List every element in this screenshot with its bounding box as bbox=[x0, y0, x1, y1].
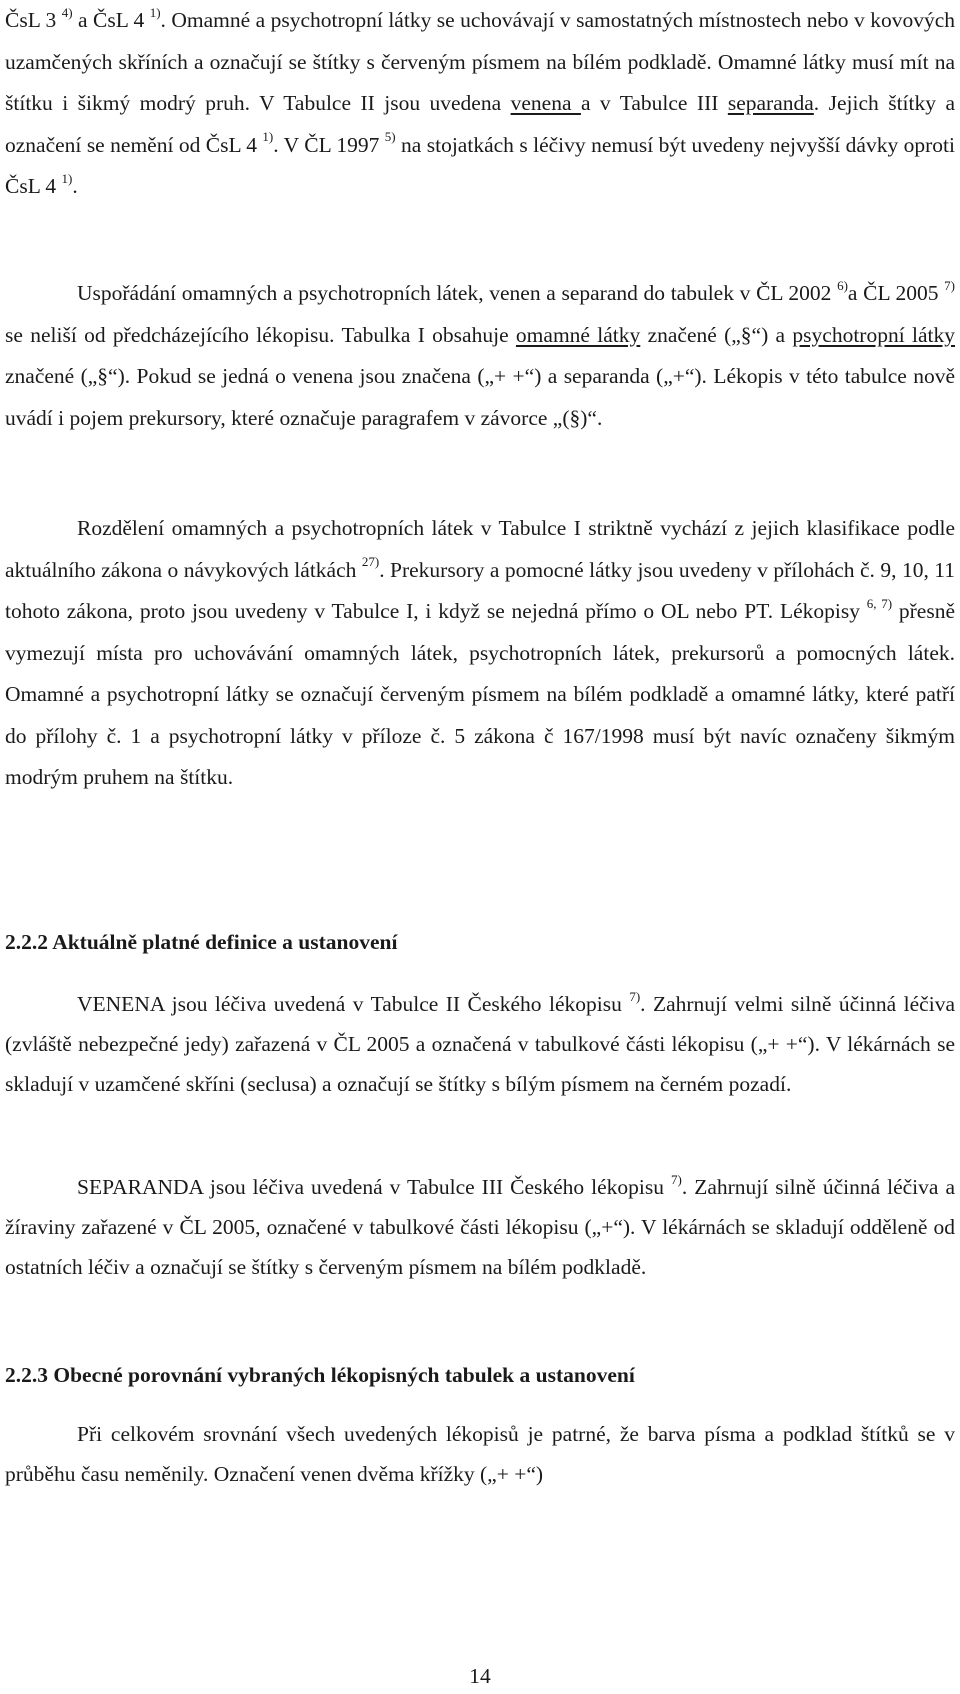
text-run: . Zahrnují velmi silně účinná léčiva (zvláště nebezpečné jedy) zařazená v ČL 2005 a označená v tabulkové části lékopisu („+ +“). V lékárnách se skladují v uzamčené skříni (seclusa) a označují se štítky s bílým písmem na černém pozadí. bbox=[5, 992, 955, 1096]
text-run: Rozdělení omamných a psychotropních látek v Tabulce I striktně vychází z jejich klasifikace podle aktuálního zákona o návykových látkách bbox=[5, 516, 955, 582]
reference-superscript: 1) bbox=[262, 129, 274, 145]
text-run: ČsL 3 bbox=[5, 8, 62, 32]
text-run: VENENA jsou léčiva uvedená v Tabulce II Českého lékopisu bbox=[77, 992, 630, 1016]
text-run: se neliší od předcházejícího lékopisu. Tabulka I obsahuje bbox=[5, 322, 516, 347]
paragraph-separanda-definition bbox=[5, 1167, 955, 1287]
reference-superscript: 6) bbox=[837, 277, 848, 293]
reference-superscript: 27) bbox=[361, 554, 380, 570]
text-run: . Omamné a psychotropní látky se uchovávají v samostatných místnostech nebo v kovových uzamčených skříních a označují se štítky s červeným písmem na bílém podkladě. Omamné látky musí mít na štítku i šikmý modrý pruh. V Tabulce II jsou uvedena bbox=[5, 8, 955, 115]
reference-superscript: 7) bbox=[944, 277, 955, 293]
paragraph-classification bbox=[5, 508, 955, 799]
section-heading-2-2-2: 2.2.2 Aktuálně platné definice a ustanovení bbox=[5, 930, 398, 954]
text-run: Při celkovém srovnání všech uvedených lékopisů je patrné, že barva písma a podklad štítků se v průběhu času neměnily. Označení venen dvěma křížky („+ +“) bbox=[5, 1422, 955, 1486]
text-run: značené („§“). Pokud se jedná o venena jsou značena („+ +“) a separanda („+“). Lékopis v této tabulce nově uvádí i pojem prekursory, které označuje paragrafem v závorce „(§)“. bbox=[5, 364, 955, 430]
underlined-term-psychotropni-latky: psychotropní látky bbox=[792, 322, 955, 347]
underlined-term-separanda: separanda bbox=[727, 91, 814, 115]
reference-superscript: 5) bbox=[384, 129, 396, 145]
text-run: . V ČL 1997 bbox=[273, 132, 385, 157]
text-run: . Zahrnují silně účinná léčiva a žíraviny zařazené v ČL 2005, označené v tabulkové části lékopisu („+“). V lékárnách se skladují odděleně od ostatních léčiv a označují se štítky s červeným písmem na bílém podkladě. bbox=[5, 1175, 955, 1279]
reference-superscript: 1) bbox=[61, 170, 73, 186]
paragraph-storage-rules bbox=[5, 0, 955, 208]
text-run: a ČsL 4 bbox=[72, 8, 150, 32]
reference-superscript: 4) bbox=[61, 4, 73, 20]
text-run: na stojatkách s léčivy nemusí být uvedeny nejvyšší dávky oproti ČsL 4 bbox=[5, 132, 955, 198]
text-run: . Prekursory a pomocné látky jsou uvedeny v přílohách č. 9, 10, 11 tohoto zákona, proto jsou uvedeny v Tabulce I, i když se nejedná přímo o OL nebo PT. Lékopisy bbox=[5, 557, 955, 623]
section-heading-2-2-3: 2.2.3 Obecné porovnání vybraných lékopisných tabulek a ustanovení bbox=[5, 1363, 635, 1387]
text-run: značené („§“) a bbox=[640, 322, 793, 347]
text-run: a ČL 2005 bbox=[847, 281, 945, 305]
underlined-term-omamne-latky: omamné látky bbox=[515, 322, 641, 347]
underlined-term-venena: venena bbox=[510, 91, 581, 115]
reference-superscript: 7) bbox=[629, 988, 641, 1004]
page-number: 14 bbox=[469, 1664, 491, 1688]
text-run: . bbox=[72, 174, 78, 198]
reference-superscript: 1) bbox=[149, 4, 161, 20]
reference-superscript: 7) bbox=[671, 1171, 682, 1187]
paragraph-venena-definition bbox=[5, 984, 955, 1104]
text-run: SEPARANDA jsou léčiva uvedená v Tabulce III Českého lékopisu bbox=[77, 1175, 672, 1199]
text-run: Uspořádání omamných a psychotropních látek, venen a separand do tabulek v ČL 2002 bbox=[77, 281, 838, 305]
reference-superscript: 6, 7) bbox=[866, 595, 893, 611]
paragraph-table-arrangement bbox=[5, 273, 955, 439]
text-run: přesně vymezují místa pro uchovávání omamných látek, psychotropních látek, prekursorů a pomocných látek. Omamné a psychotropní látky se označují červeným písmem na bílém podkladě a omamné látky, které patří do přílohy č. 1 a psychotropní látky v příloze č. 5 zákona č 167/1998 musí být navíc označeny šikmým modrým pruhem na štítku. bbox=[5, 599, 955, 789]
text-run: a v Tabulce III bbox=[580, 91, 728, 115]
text-run: . Jejich štítky a označení se nemění od ČsL 4 bbox=[5, 91, 955, 157]
paragraph-comparison bbox=[5, 1414, 955, 1494]
